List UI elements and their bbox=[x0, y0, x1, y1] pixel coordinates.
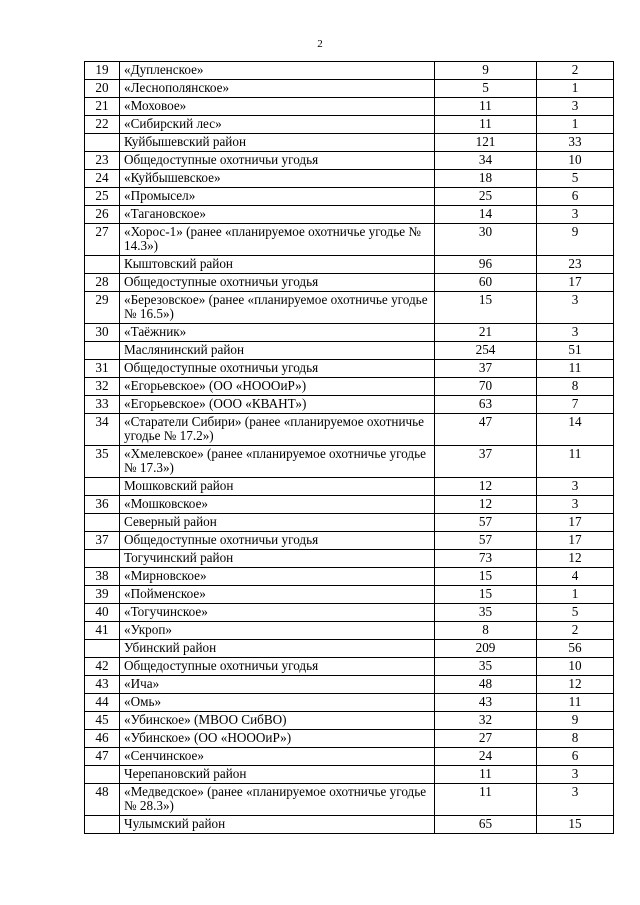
row-value-1: 73 bbox=[435, 550, 537, 568]
row-name: «Мошковское» bbox=[120, 496, 435, 514]
district-row bbox=[85, 640, 614, 658]
row-number: 24 bbox=[85, 170, 120, 188]
row-value-1: 11 bbox=[435, 766, 537, 784]
row-name: «Таёжник» bbox=[120, 324, 435, 342]
row-number: 29 bbox=[85, 292, 120, 324]
row-value-2: 11 bbox=[537, 360, 614, 378]
row-value-2: 33 bbox=[537, 134, 614, 152]
table-row bbox=[85, 446, 614, 478]
row-name: «Убинское» (ОО «НОООиР») bbox=[120, 730, 435, 748]
row-name: «Хмелевское» (ранее «планируемое охотничье угодье № 17.3») bbox=[120, 446, 435, 478]
table-row bbox=[85, 676, 614, 694]
row-value-1: 65 bbox=[435, 816, 537, 834]
row-name: «Сибирский лес» bbox=[120, 116, 435, 134]
row-value-1: 60 bbox=[435, 274, 537, 292]
row-value-2: 9 bbox=[537, 224, 614, 256]
row-number: 35 bbox=[85, 446, 120, 478]
table-row bbox=[85, 292, 614, 324]
table-row bbox=[85, 80, 614, 98]
table-row bbox=[85, 98, 614, 116]
row-name: «Егорьевское» (ОО «НОООиР») bbox=[120, 378, 435, 396]
row-name: «Леснополянское» bbox=[120, 80, 435, 98]
row-number: 25 bbox=[85, 188, 120, 206]
district-row bbox=[85, 766, 614, 784]
row-value-1: 30 bbox=[435, 224, 537, 256]
row-number: 21 bbox=[85, 98, 120, 116]
row-name: Куйбышевский район bbox=[120, 134, 435, 152]
row-number bbox=[85, 342, 120, 360]
district-row bbox=[85, 550, 614, 568]
row-number: 34 bbox=[85, 414, 120, 446]
row-value-1: 24 bbox=[435, 748, 537, 766]
row-value-1: 34 bbox=[435, 152, 537, 170]
row-value-2: 2 bbox=[537, 62, 614, 80]
row-name: Кыштовский район bbox=[120, 256, 435, 274]
row-value-2: 3 bbox=[537, 784, 614, 816]
row-value-1: 12 bbox=[435, 478, 537, 496]
row-value-2: 1 bbox=[537, 116, 614, 134]
row-number: 22 bbox=[85, 116, 120, 134]
row-value-1: 15 bbox=[435, 568, 537, 586]
row-name: Общедоступные охотничьи угодья bbox=[120, 532, 435, 550]
table-row bbox=[85, 324, 614, 342]
table-row bbox=[85, 378, 614, 396]
table-row bbox=[85, 712, 614, 730]
row-value-1: 121 bbox=[435, 134, 537, 152]
row-number bbox=[85, 134, 120, 152]
row-name: «Хорос-1» (ранее «планируемое охотничье угодье № 14.3») bbox=[120, 224, 435, 256]
row-name: «Убинское» (МВОО СибВО) bbox=[120, 712, 435, 730]
row-value-1: 11 bbox=[435, 784, 537, 816]
table-row bbox=[85, 604, 614, 622]
row-value-1: 37 bbox=[435, 446, 537, 478]
row-value-1: 43 bbox=[435, 694, 537, 712]
district-row bbox=[85, 342, 614, 360]
district-row bbox=[85, 816, 614, 834]
row-name: «Тогучинское» bbox=[120, 604, 435, 622]
row-value-2: 3 bbox=[537, 496, 614, 514]
row-value-1: 15 bbox=[435, 586, 537, 604]
table-row bbox=[85, 188, 614, 206]
row-value-1: 27 bbox=[435, 730, 537, 748]
row-name: «Сенчинское» bbox=[120, 748, 435, 766]
row-value-2: 3 bbox=[537, 206, 614, 224]
row-value-1: 47 bbox=[435, 414, 537, 446]
table-row bbox=[85, 496, 614, 514]
row-value-1: 5 bbox=[435, 80, 537, 98]
row-value-2: 5 bbox=[537, 170, 614, 188]
page-number: 2 bbox=[317, 38, 323, 50]
hunting-grounds-table bbox=[84, 61, 614, 834]
row-number: 45 bbox=[85, 712, 120, 730]
row-number: 27 bbox=[85, 224, 120, 256]
row-number bbox=[85, 514, 120, 532]
row-number: 30 bbox=[85, 324, 120, 342]
row-value-2: 7 bbox=[537, 396, 614, 414]
row-value-1: 9 bbox=[435, 62, 537, 80]
row-value-2: 51 bbox=[537, 342, 614, 360]
row-value-2: 17 bbox=[537, 532, 614, 550]
row-number: 40 bbox=[85, 604, 120, 622]
row-value-1: 48 bbox=[435, 676, 537, 694]
table-row bbox=[85, 784, 614, 816]
row-number bbox=[85, 256, 120, 274]
row-value-2: 4 bbox=[537, 568, 614, 586]
table-row bbox=[85, 658, 614, 676]
table-row bbox=[85, 568, 614, 586]
row-value-2: 56 bbox=[537, 640, 614, 658]
row-number: 28 bbox=[85, 274, 120, 292]
row-name: Маслянинский район bbox=[120, 342, 435, 360]
row-name: «Егорьевское» (ООО «КВАНТ») bbox=[120, 396, 435, 414]
row-value-2: 10 bbox=[537, 152, 614, 170]
row-name: Черепановский район bbox=[120, 766, 435, 784]
row-name: «Омь» bbox=[120, 694, 435, 712]
row-value-2: 8 bbox=[537, 378, 614, 396]
row-value-1: 15 bbox=[435, 292, 537, 324]
row-name: «Ича» bbox=[120, 676, 435, 694]
row-name: Общедоступные охотничьи угодья bbox=[120, 360, 435, 378]
row-number: 26 bbox=[85, 206, 120, 224]
row-name: «Моховое» bbox=[120, 98, 435, 116]
row-name: «Старатели Сибири» (ранее «планируемое охотничье угодье № 17.2») bbox=[120, 414, 435, 446]
row-value-2: 11 bbox=[537, 446, 614, 478]
row-number: 31 bbox=[85, 360, 120, 378]
row-value-2: 1 bbox=[537, 80, 614, 98]
row-value-2: 14 bbox=[537, 414, 614, 446]
district-row bbox=[85, 256, 614, 274]
row-number bbox=[85, 550, 120, 568]
row-number bbox=[85, 640, 120, 658]
row-value-1: 25 bbox=[435, 188, 537, 206]
table-row bbox=[85, 62, 614, 80]
row-value-1: 14 bbox=[435, 206, 537, 224]
row-value-2: 12 bbox=[537, 676, 614, 694]
row-value-1: 96 bbox=[435, 256, 537, 274]
table-row bbox=[85, 622, 614, 640]
row-value-1: 254 bbox=[435, 342, 537, 360]
row-name: Общедоступные охотничьи угодья bbox=[120, 658, 435, 676]
row-name: Северный район bbox=[120, 514, 435, 532]
row-name: «Медведское» (ранее «планируемое охотничье угодье № 28.3») bbox=[120, 784, 435, 816]
row-value-1: 209 bbox=[435, 640, 537, 658]
row-name: Мошковский район bbox=[120, 478, 435, 496]
row-number: 39 bbox=[85, 586, 120, 604]
row-number: 33 bbox=[85, 396, 120, 414]
row-number: 23 bbox=[85, 152, 120, 170]
row-name: «Куйбышевское» bbox=[120, 170, 435, 188]
district-row bbox=[85, 478, 614, 496]
row-value-2: 2 bbox=[537, 622, 614, 640]
row-value-2: 6 bbox=[537, 748, 614, 766]
table-row bbox=[85, 116, 614, 134]
row-number: 20 bbox=[85, 80, 120, 98]
row-number: 48 bbox=[85, 784, 120, 816]
row-number bbox=[85, 766, 120, 784]
row-name: «Березовское» (ранее «планируемое охотничье угодье № 16.5») bbox=[120, 292, 435, 324]
row-value-2: 15 bbox=[537, 816, 614, 834]
row-name: Убинский район bbox=[120, 640, 435, 658]
row-value-2: 3 bbox=[537, 478, 614, 496]
row-value-2: 17 bbox=[537, 514, 614, 532]
table-row bbox=[85, 414, 614, 446]
table-row bbox=[85, 224, 614, 256]
row-value-2: 5 bbox=[537, 604, 614, 622]
row-number bbox=[85, 478, 120, 496]
row-number: 41 bbox=[85, 622, 120, 640]
row-value-1: 18 bbox=[435, 170, 537, 188]
row-value-1: 35 bbox=[435, 604, 537, 622]
row-name: «Промысел» bbox=[120, 188, 435, 206]
row-value-2: 8 bbox=[537, 730, 614, 748]
table-row bbox=[85, 152, 614, 170]
row-number: 38 bbox=[85, 568, 120, 586]
row-value-1: 57 bbox=[435, 532, 537, 550]
table-row bbox=[85, 586, 614, 604]
row-value-1: 21 bbox=[435, 324, 537, 342]
row-name: Общедоступные охотничьи угодья bbox=[120, 274, 435, 292]
row-value-2: 12 bbox=[537, 550, 614, 568]
row-name: Тогучинский район bbox=[120, 550, 435, 568]
row-value-1: 11 bbox=[435, 116, 537, 134]
row-value-1: 70 bbox=[435, 378, 537, 396]
row-value-2: 9 bbox=[537, 712, 614, 730]
row-value-1: 12 bbox=[435, 496, 537, 514]
table-row bbox=[85, 694, 614, 712]
row-name: Чулымский район bbox=[120, 816, 435, 834]
row-value-1: 37 bbox=[435, 360, 537, 378]
row-number: 32 bbox=[85, 378, 120, 396]
row-number: 46 bbox=[85, 730, 120, 748]
row-value-1: 11 bbox=[435, 98, 537, 116]
row-number: 44 bbox=[85, 694, 120, 712]
row-number: 47 bbox=[85, 748, 120, 766]
row-number: 19 bbox=[85, 62, 120, 80]
row-name: «Тагановское» bbox=[120, 206, 435, 224]
row-value-2: 17 bbox=[537, 274, 614, 292]
row-number bbox=[85, 816, 120, 834]
row-number: 42 bbox=[85, 658, 120, 676]
row-value-2: 3 bbox=[537, 292, 614, 324]
table-row bbox=[85, 730, 614, 748]
row-name: «Пойменское» bbox=[120, 586, 435, 604]
district-row bbox=[85, 514, 614, 532]
table-row bbox=[85, 360, 614, 378]
row-value-1: 35 bbox=[435, 658, 537, 676]
row-number: 36 bbox=[85, 496, 120, 514]
row-number: 43 bbox=[85, 676, 120, 694]
row-value-1: 32 bbox=[435, 712, 537, 730]
table-row bbox=[85, 206, 614, 224]
row-value-2: 3 bbox=[537, 98, 614, 116]
row-name: Общедоступные охотничьи угодья bbox=[120, 152, 435, 170]
row-value-2: 3 bbox=[537, 766, 614, 784]
row-value-2: 10 bbox=[537, 658, 614, 676]
district-row bbox=[85, 134, 614, 152]
row-name: «Мирновское» bbox=[120, 568, 435, 586]
table-body bbox=[85, 62, 614, 834]
row-value-1: 57 bbox=[435, 514, 537, 532]
row-name: «Дупленское» bbox=[120, 62, 435, 80]
row-value-2: 3 bbox=[537, 324, 614, 342]
row-value-2: 11 bbox=[537, 694, 614, 712]
table-row bbox=[85, 532, 614, 550]
row-value-2: 6 bbox=[537, 188, 614, 206]
table-row bbox=[85, 748, 614, 766]
table-row bbox=[85, 170, 614, 188]
row-value-2: 23 bbox=[537, 256, 614, 274]
row-value-2: 1 bbox=[537, 586, 614, 604]
table-row bbox=[85, 396, 614, 414]
row-value-1: 63 bbox=[435, 396, 537, 414]
row-number: 37 bbox=[85, 532, 120, 550]
row-value-1: 8 bbox=[435, 622, 537, 640]
table-row bbox=[85, 274, 614, 292]
row-name: «Укроп» bbox=[120, 622, 435, 640]
